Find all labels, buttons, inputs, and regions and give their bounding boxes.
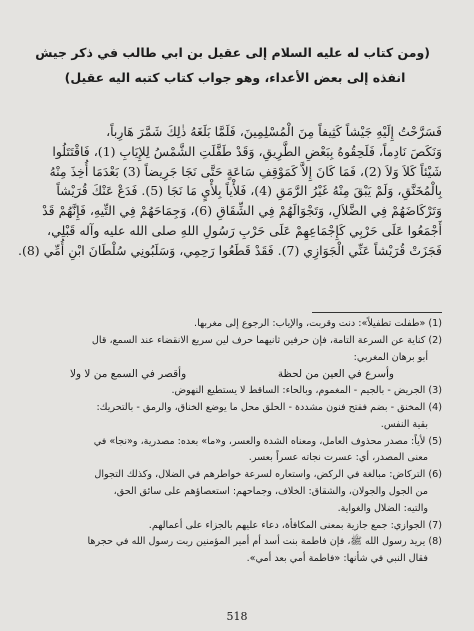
footnote-5: (5) لأياً: مصدر محذوف العامل، ومعناه الشدة والعسر، و«ما» بعده: مصدرية، و«نجا» في xyxy=(93,435,442,447)
body-line: وَتَرْكَاضَهُمْ فِي الضَّلاَلِ، وَتَجْوَالَهُمْ فِي الشِّقَاقِ (6)، وَجِمَاحَهُمْ فِي التِّيهِ، فَإِنَّهُمْ قَدْ xyxy=(42,203,442,219)
chapter-heading xyxy=(35,40,430,90)
footnote-7: (7) الجوازي: جمع جازية بمعنى المكافأة، دعاء عليهم بالجزاء على أعمالهم. xyxy=(148,519,442,531)
footnote-5-cont: معنى المصدر، أي: عسرت نجاته عسراً بعسر. xyxy=(248,452,428,464)
footnote-8: (8) يريد رسول الله ﷺ، فإن فاطمة بنت أسد أم أمير المؤمنين ربت رسول الله في حجرها xyxy=(87,536,442,548)
footnotes xyxy=(40,316,442,568)
footnote-1: (1) «طفلت تطفيلاً»: دنت وقربت، والإياب: الرجوع إلى مغربها. xyxy=(194,318,442,329)
verse-hemistich-right: وأسرع في العين من لحظة xyxy=(277,368,394,381)
footnote-4: (4) المخنق - بضم ففتح فنون مشددة - الحلق محل ما يوضع الخناق، والرمق - بالتحريك: xyxy=(96,401,442,413)
heading-line-1: (ومن كتاب له عليه السلام إلى عقيل بن ابي طالب في ذكر جيش xyxy=(35,45,430,60)
verse-hemistich-left: وأقصر في السمع من لا ولا xyxy=(70,368,187,381)
page-number: 518 xyxy=(226,610,248,623)
footnote-6-cont: والتيه: الضلال والغواية. xyxy=(337,502,428,514)
footnote-2: (2) كناية عن السرعة التامة، فإن حرفين ثانيهما حرف لين سريع الانقضاء عند السمع، قال xyxy=(91,334,442,346)
footnote-6: (6) التركاض: مبالغة في الركض، واستعاره لسرعة خواطرهم في الضلال، وكذلك التجوال xyxy=(94,469,442,481)
heading-line-2: انفذه إلى بعض الأعداء، وهو جواب كتاب كتبه اليه عقيل) xyxy=(64,70,406,85)
body-line: فَسَرَّحْتُ إِلَيْهِ جَيْشاً كَثِيفاً مِنَ الْمُسْلِمِينَ، فَلَمَّا بَلَغَهُ ذٰلِكَ شَمَّرَ هَارِباً، xyxy=(106,124,442,139)
poem-verse xyxy=(40,366,442,383)
footnote-6-cont: من الجول والجولان، والشقاق: الخلاف، وجماحهم: استعصاؤهم على سائق الحق، xyxy=(113,485,428,497)
footnote-8-cont: فقال النبي في شأنها: «فاطمة أمي بعد أمي». xyxy=(246,553,428,565)
footnote-3: (3) الجريض - بالجيم - المغموم، وبالحاء: الساقط لا يستطيع النهوض. xyxy=(171,385,442,397)
body-line: فَجَزَتْ قُرَيْشاً عَنِّي الْجَوَازِي (7). فَقَدْ قَطَعُوا رَحِمِي، وَسَلَبُونِي سُلْطَانَ ابْنِ أُمِّي (8). xyxy=(17,242,442,258)
body-line: شَيْئاً كَلاَ وَلاَ (2)، فَمَا كَانَ إِلاَّ كَمَوْقِفِ سَاعَةٍ حَتَّى نَجَا جَرِيضاً (3) بَعْدَمَا أُخِذَ مِنْهُ xyxy=(49,163,442,179)
footnote-2-cont: أبو برهان المغربي: xyxy=(353,351,428,363)
body-line: بِالْمُخَنَّقِ، وَلَمْ يَبْقَ مِنْهُ غَيْرُ الرَّمَقِ (4)، فَلأْياً بِلأْيٍ مَا نَجَا (5). فَدَعْ عَنْكَ قُرَيْشاً xyxy=(56,183,442,199)
body-line: أَجْمَعُوا عَلَى حَرْبِي كَإِجْمَاعِهِمْ عَلَى حَرْبِ رَسُولِ اللهِ صلى الله عليه وآله قَبْلِي، xyxy=(47,222,442,238)
body-line: وَنَكَصَ نَادِماً، فَلَحِقُوهُ بِبَعْضِ الطَّرِيقِ، وَقَدْ طَفَّلَتِ الشَّمْسُ لِلإِيَابِ (1)، فَاقْتَتَلُوا xyxy=(52,143,442,159)
letter-body xyxy=(17,122,442,261)
footnote-4-cont: بقية النفس. xyxy=(380,418,428,430)
footnote-separator xyxy=(312,312,442,313)
